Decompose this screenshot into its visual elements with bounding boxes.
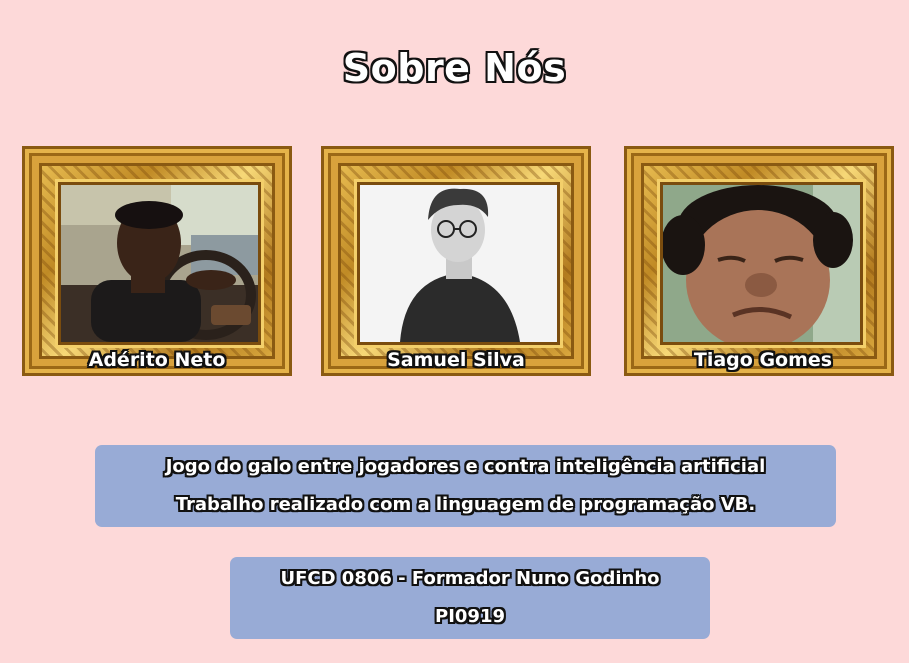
- member-card-2: [321, 146, 591, 376]
- member-photo-3: [660, 182, 863, 345]
- course-line-2: PI0919: [435, 606, 505, 627]
- member-name-2: Samuel Silva: [387, 349, 525, 371]
- page-title: Sobre Nós: [342, 46, 567, 90]
- description-line-2: Trabalho realizado com a linguagem de programação VB.: [175, 494, 756, 515]
- member-photo-2: [357, 182, 560, 345]
- member-card-1: [22, 146, 292, 376]
- course-info-box: [230, 557, 710, 639]
- course-line-1: UFCD 0806 - Formador Nuno Godinho: [280, 568, 660, 589]
- description-line-1: Jogo do galo entre jogadores e contra inteligência artificial: [165, 456, 766, 477]
- member-name-3: Tiago Gomes: [693, 349, 833, 371]
- member-photo-1: [58, 182, 261, 345]
- member-name-1: Adérito Neto: [88, 349, 226, 371]
- project-description-box: [95, 445, 836, 527]
- member-card-3: [624, 146, 894, 376]
